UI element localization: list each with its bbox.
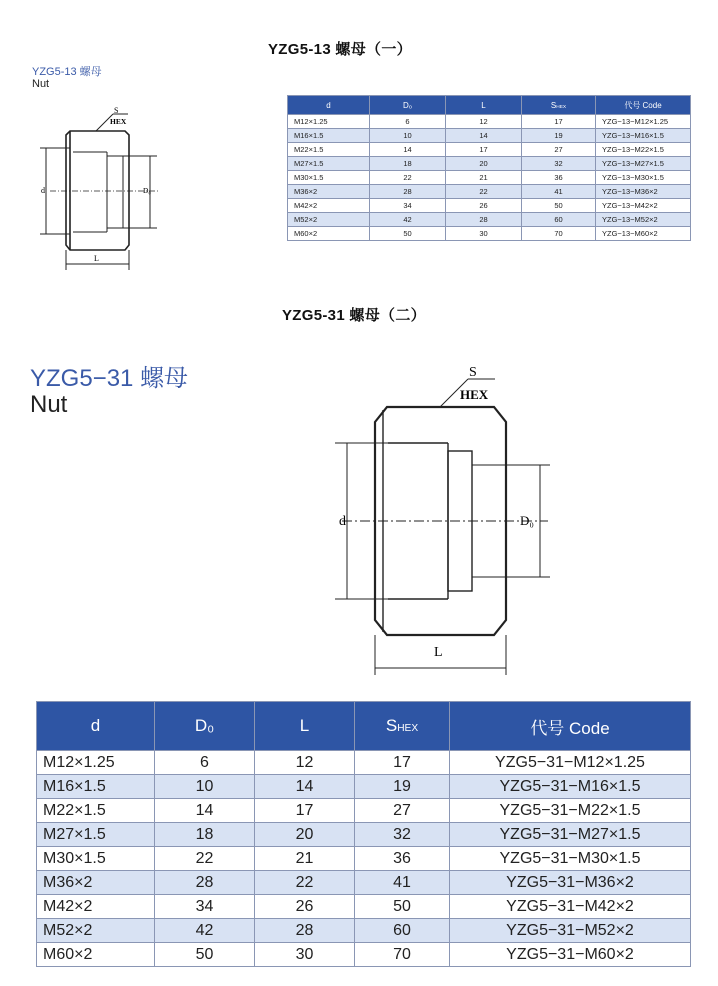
table-cell: 12 [255,751,355,775]
table-cell: M52×2 [37,919,155,943]
table-cell: YZG−13−M30×1.5 [596,171,691,185]
table-row [288,227,691,241]
table-cell: 10 [155,775,255,799]
table-cell: YZG5−31−M52×2 [450,919,691,943]
table-cell: 50 [155,943,255,967]
col-header-code: 代号 Code [450,702,691,751]
section2-spec-table [36,701,691,967]
table-cell: 50 [522,199,596,213]
table-cell: M36×2 [37,871,155,895]
section2-label-l: L [434,645,443,660]
table-cell: 60 [355,919,450,943]
table-row [288,185,691,199]
table-row [37,823,691,847]
col-header-d0: D₀ [370,96,446,115]
table-cell: 28 [446,213,522,227]
section1-subtitle: Nut [32,78,50,90]
table-cell: M16×1.5 [37,775,155,799]
table-cell: YZG5−31−M12×1.25 [450,751,691,775]
table-row [288,171,691,185]
table-cell: 36 [355,847,450,871]
table-cell: 18 [370,157,446,171]
table-cell: YZG5−31−M16×1.5 [450,775,691,799]
table-cell: 21 [446,171,522,185]
table-row [288,199,691,213]
section1-label-s: S [114,106,119,115]
table-cell: 19 [355,775,450,799]
table-row [288,143,691,157]
table-cell: 20 [446,157,522,171]
table-cell: YZG−13−M52×2 [596,213,691,227]
table-cell: 14 [155,799,255,823]
table-cell: YZG5−31−M36×2 [450,871,691,895]
table-row [37,895,691,919]
table-cell: 50 [355,895,450,919]
table-cell: 17 [522,115,596,129]
col-header-d: d [37,702,155,751]
table-cell: YZG5−31−M22×1.5 [450,799,691,823]
table-cell: 21 [255,847,355,871]
table-cell: M42×2 [288,199,370,213]
section2-model-title: YZG5−31 螺母 [30,365,189,392]
table-cell: 22 [446,185,522,199]
table-cell: YZG−13−M12×1.25 [596,115,691,129]
table-cell: 30 [255,943,355,967]
table-cell: 26 [446,199,522,213]
table-cell: M52×2 [288,213,370,227]
section1-label-hex: HEX [110,117,127,126]
table-row [37,943,691,967]
table-cell: 70 [522,227,596,241]
table-cell: 42 [155,919,255,943]
table-cell: 28 [370,185,446,199]
table-cell: 20 [255,823,355,847]
table-cell: M16×1.5 [288,129,370,143]
table-cell: 26 [255,895,355,919]
table-cell: 32 [522,157,596,171]
col-header-d: d [288,96,370,115]
section2-label-s: S [469,365,477,380]
table-cell: 17 [446,143,522,157]
table-cell: 27 [355,799,450,823]
table-row [288,129,691,143]
table-cell: 19 [522,129,596,143]
table-cell: M12×1.25 [37,751,155,775]
table-cell: M60×2 [288,227,370,241]
table-cell: 41 [355,871,450,895]
section2-label-hex: HEX [460,387,489,402]
table-cell: M22×1.5 [37,799,155,823]
table-cell: M27×1.5 [288,157,370,171]
section1-label-l: L [94,254,99,263]
table-cell: 70 [355,943,450,967]
table-cell: 22 [155,847,255,871]
table-cell: M42×2 [37,895,155,919]
table-cell: 28 [255,919,355,943]
table-row [37,919,691,943]
section1-heading: YZG5-13 螺母（一） [268,41,412,58]
table-row [37,847,691,871]
table-row [37,799,691,823]
table-cell: 42 [370,213,446,227]
table-cell: M22×1.5 [288,143,370,157]
table-row [37,775,691,799]
table-cell: YZG−13−M36×2 [596,185,691,199]
section1-nut-diagram [30,100,170,275]
table-cell: 10 [370,129,446,143]
table-cell: YZG−13−M16×1.5 [596,129,691,143]
table-cell: YZG−13−M27×1.5 [596,157,691,171]
section2-label-d0: D₀ [520,513,534,528]
table-cell: YZG−13−M42×2 [596,199,691,213]
table-cell: M12×1.25 [288,115,370,129]
table-cell: 6 [155,751,255,775]
col-header-shex: SHEX [522,96,596,115]
table-cell: YZG−13−M22×1.5 [596,143,691,157]
table-cell: 14 [370,143,446,157]
table-cell: 34 [155,895,255,919]
table-cell: 17 [355,751,450,775]
table-cell: 6 [370,115,446,129]
table-row [288,115,691,129]
table-cell: M60×2 [37,943,155,967]
table-cell: 34 [370,199,446,213]
table-row [37,871,691,895]
table-cell: 14 [255,775,355,799]
table-cell: M30×1.5 [288,171,370,185]
table-cell: 22 [255,871,355,895]
table-cell: M36×2 [288,185,370,199]
section2-nut-diagram [330,355,560,680]
section2-label-d: d [339,514,346,529]
table-cell: YZG5−31−M30×1.5 [450,847,691,871]
section1-spec-table [287,95,691,241]
table-cell: 30 [446,227,522,241]
table-cell: 14 [446,129,522,143]
col-header-l: L [255,702,355,751]
section1-label-d0: D₀ [143,186,152,195]
table-cell: 41 [522,185,596,199]
table-row [37,751,691,775]
table-cell: 22 [370,171,446,185]
table-cell: 12 [446,115,522,129]
table-cell: YZG5−31−M42×2 [450,895,691,919]
table-cell: 60 [522,213,596,227]
table-cell: YZG5−31−M27×1.5 [450,823,691,847]
col-header-l: L [446,96,522,115]
table-cell: M27×1.5 [37,823,155,847]
col-header-code: 代号 Code [596,96,691,115]
table-cell: M30×1.5 [37,847,155,871]
col-header-shex: SHEX [355,702,450,751]
table-cell: YZG5−31−M60×2 [450,943,691,967]
table-cell: 18 [155,823,255,847]
table-cell: 28 [155,871,255,895]
table-cell: 36 [522,171,596,185]
col-header-d0: D₀ [155,702,255,751]
section2-heading: YZG5-31 螺母（二） [282,307,426,324]
table-cell: 27 [522,143,596,157]
table-cell: 50 [370,227,446,241]
table-cell: 32 [355,823,450,847]
section1-label-d: d [41,186,45,195]
table-row [288,157,691,171]
section1-model-title: YZG5-13 螺母 [32,66,102,78]
table-cell: YZG−13−M60×2 [596,227,691,241]
section2-subtitle: Nut [30,391,68,418]
table-row [288,213,691,227]
table-cell: 17 [255,799,355,823]
